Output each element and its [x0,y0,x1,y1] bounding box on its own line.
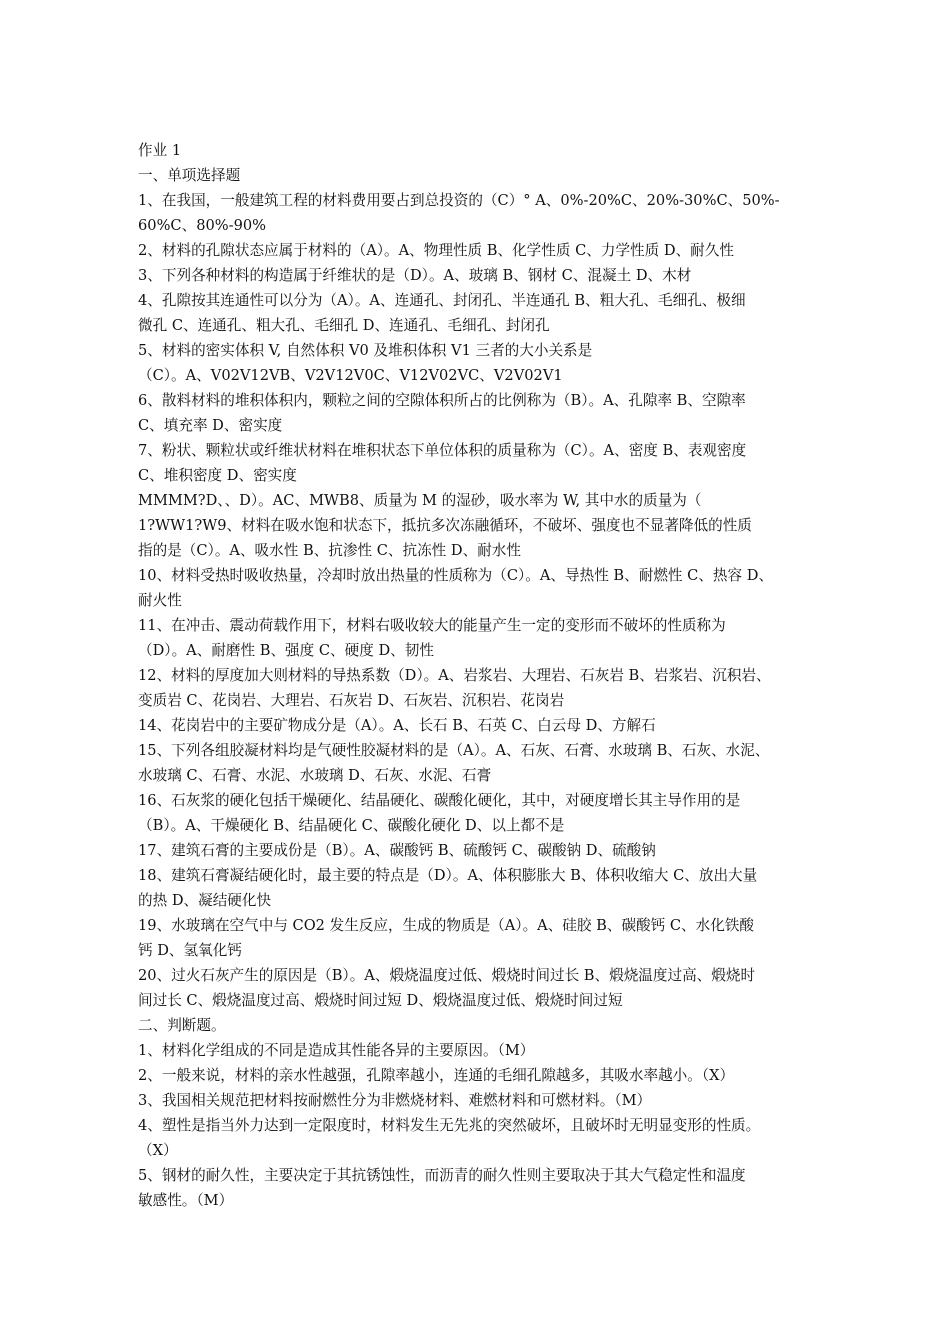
text-line: 16、石灰浆的硬化包括干燥硬化、结晶硬化、碳酸化硬化，其中，对硬度增长其主导作用的是 [138,792,741,809]
section-heading-true-false: 二、判断题。 [138,1017,226,1034]
text-line: 6、散料材料的堆积体积内，颗粒之间的空隙体积所占的比例称为（B）。A、孔隙率 B、空隙率 [138,392,746,409]
text-line: 12、材料的厚度加大则材料的导热系数（D）。A、岩浆岩、大理岩、石灰岩 B、岩浆岩、沉积岩、 [138,667,771,684]
text-line: 的热 D、凝结硬化快 [138,892,272,909]
text-line: 钙 D、氢氧化钙 [138,942,242,959]
text-line: 10、材料受热时吸收热量，冷却时放出热量的性质称为（C）。A、导热性 B、耐燃性 C、热容 D、 [138,567,774,584]
text-line: 14、花岗岩中的主要矿物成分是（A）。A、长石 B、石英 C、白云母 D、方解石 [138,717,656,734]
text-line: 1?WW1?W9、材料在吸水饱和状态下，抵抗多次冻融循环，不破坏、强度也不显著降低的性质 [138,517,752,534]
text-line: （X） [138,1142,178,1159]
text-line: 3、我国相关规范把材料按耐燃性分为非燃烧材料、难燃材料和可燃材料。（M） [138,1092,652,1109]
text-line: 指的是（C）。A、吸水性 B、抗渗性 C、抗冻性 D、耐水性 [138,542,521,559]
text-line: 4、孔隙按其连通性可以分为（A）。A、连通孔、封闭孔、半连通孔 B、粗大孔、毛细孔、极细 [138,292,746,309]
text-line: 60%C、80%-90% [138,217,267,234]
text-line: 敏感性。（M） [138,1192,234,1209]
text-line: 微孔 C、连通孔、粗大孔、毛细孔 D、连通孔、毛细孔、封闭孔 [138,317,550,334]
text-line: 1、材料化学组成的不同是造成其性能各异的主要原因。（M） [138,1042,535,1059]
text-line: 1、在我国，一般建筑工程的材料费用要占到总投资的（C）° A、0%-20%C、20%-30%C、50%- [138,192,780,209]
text-line: 20、过火石灰产生的原因是（B）。A、煅烧温度过低、煅烧时间过长 B、煅烧温度过高、煅烧时 [138,967,756,984]
document-page [138,138,828,1213]
text-line: 17、建筑石膏的主要成份是（B）。A、碳酸钙 B、硫酸钙 C、碳酸钠 D、硫酸钠 [138,842,656,859]
text-line: 15、下列各组胶凝材料均是气硬性胶凝材料的是（A）。A、石灰、石膏、水玻璃 B、石灰、水泥、 [138,742,770,759]
text-line: 变质岩 C、花岗岩、大理岩、石灰岩 D、石灰岩、沉积岩、花岗岩 [138,692,565,709]
text-line: （B）。A、干燥硬化 B、结晶硬化 C、碳酸化硬化 D、以上都不是 [138,817,565,834]
text-line: 间过长 C、煅烧温度过高、煅烧时间过短 D、煅烧温度过低、煅烧时间过短 [138,992,623,1009]
text-line: 2、一般来说，材料的亲水性越强，孔隙率越小，连通的毛细孔隙越多，其吸水率越小。（X） [138,1067,735,1084]
section-heading-single-choice: 一、单项选择题 [138,167,241,184]
text-line: 耐火性 [138,592,182,609]
text-line: C、填充率 D、密实度 [138,417,283,434]
text-line: 11、在冲击、震动荷载作用下，材料右吸收较大的能量产生一定的变形而不破坏的性质称为 [138,617,726,634]
text-line: （C）。A、V02V12VB、V2V12V0C、V12V02VC、V2V02V1 [138,367,563,384]
text-line: 3、下列各种材料的构造属于纤维状的是（D）。A、玻璃 B、钢材 C、混凝土 D、木材 [138,267,692,284]
text-line: 5、材料的密实体积 V, 自然体积 V0 及堆积体积 V1 三者的大小关系是 [138,342,593,359]
text-line: 4、塑性是指当外力达到一定限度时，材料发生无先兆的突然破坏，且破坏时无明显变形的性质。 [138,1117,761,1134]
text-line: 18、建筑石膏凝结硬化时，最主要的特点是（D）。A、体积膨胀大 B、体积收缩大 C、放出大量 [138,867,758,884]
text-line: 19、水玻璃在空气中与 CO2 发生反应，生成的物质是（A）。A、硅胶 B、碳酸钙 C、水化铁酸 [138,917,754,934]
text-line: 2、材料的孔隙状态应属于材料的（A）。A、物理性质 B、化学性质 C、力学性质 D、耐久性 [138,242,734,259]
text-line: MMMM?D、、D）。AC、MWB8、质量为 M 的湿砂，吸水率为 W, 其中水的质量为（ [138,492,702,509]
text-line: （D）。A、耐磨性 B、强度 C、硬度 D、韧性 [138,642,434,659]
doc-title: 作业 1 [138,142,182,159]
text-line: C、堆积密度 D、密实度 [138,467,297,484]
text-line: 5、钢材的耐久性，主要决定于其抗锈蚀性，而沥青的耐久性则主要取决于其大气稳定性和温度 [138,1167,746,1184]
text-line: 7、粉状、颗粒状或纤维状材料在堆积状态下单位体积的质量称为（C）。A、密度 B、表观密度 [138,442,747,459]
text-line: 水玻璃 C、石膏、水泥、水玻璃 D、石灰、水泥、石膏 [138,767,492,784]
